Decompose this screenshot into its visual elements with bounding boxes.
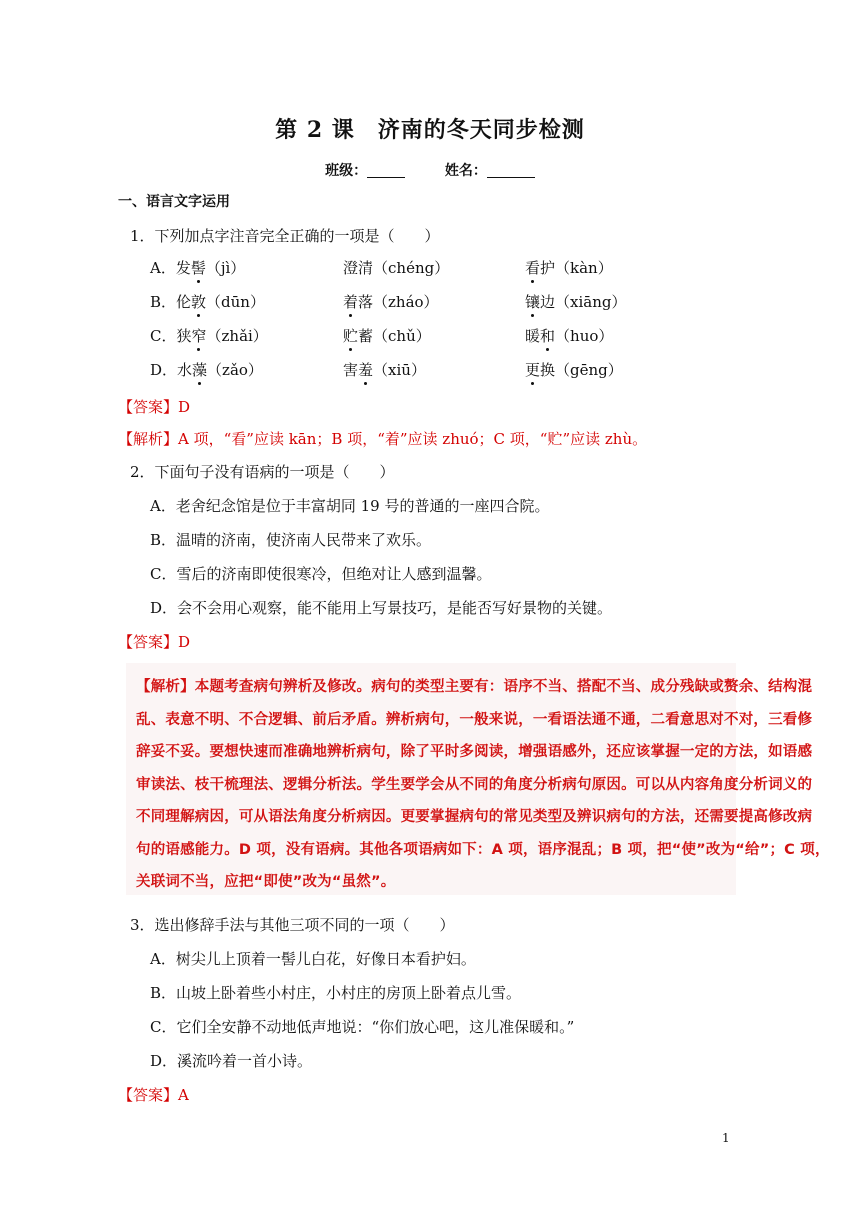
- question-1-option-cell: [150, 359, 263, 380]
- question-1-option-cell: [150, 257, 245, 278]
- question-3-stem: 3．选出修辞手法与其他三项不同的一项（ ）: [130, 916, 455, 934]
- analysis-line: 关联词不当，应把“即使”改为“虽然”。: [136, 874, 396, 890]
- question-1-option-cell: [525, 257, 613, 278]
- option-pinyin: 清（chéng）: [358, 259, 450, 277]
- question-2-option-c: C．雪后的济南即使很寒冷，但绝对让人感到温馨。: [150, 565, 492, 583]
- option-pinyin: 护（kàn）: [540, 259, 613, 277]
- analysis-line: 审读法、枝干梳理法、逻辑分析法。学生要学会从不同的角度分析病句原因。可以从内容角度分析词义的: [136, 776, 813, 793]
- dotted-character: 贮: [343, 327, 359, 345]
- question-1-option-cell: [525, 359, 623, 380]
- name-label: 姓名：: [444, 163, 487, 179]
- question-3-option-c: C．它们全安静不动地低声地说：“你们放心吧，这儿准保暖和。”: [150, 1018, 575, 1036]
- dotted-character: 镶: [525, 293, 541, 311]
- question-2-option-a: A．老舍纪念馆是位于丰富胡同 19 号的普通的一座四合院。: [150, 497, 550, 515]
- section-heading: 一、语言文字运用: [118, 194, 230, 210]
- question-1-option-cell: [343, 359, 426, 380]
- question-3-option-a: A．树尖儿上顶着一髻儿白花，好像日本看护妇。: [150, 950, 476, 968]
- question-1-option-cell: [343, 257, 449, 278]
- dotted-character: 髻: [190, 259, 206, 277]
- option-pinyin: （jì）: [205, 259, 246, 277]
- option-pinyin: （zǎo）: [207, 361, 263, 379]
- question-3-answer: 【答案】A: [118, 1086, 189, 1104]
- dotted-character: 藻: [192, 361, 208, 379]
- page-title: 第 2 课 济南的冬天同步检测: [275, 117, 585, 143]
- question-1-stem: 1．下列加点字注音完全正确的一项是（ ）: [130, 227, 440, 245]
- option-pinyin: 换（gēng）: [540, 361, 623, 379]
- analysis-line: 乱、表意不明、不合逻辑、前后矛盾。辨析病句，一般来说，一看语法通不通，二看意思对不对，三看修: [136, 711, 813, 728]
- option-text: 暖: [525, 327, 541, 345]
- analysis-line: 辞妥不妥。要想快速而准确地辨析病句，除了平时多阅读，增强语感外，还应该掌握一定的方法，如语感: [136, 744, 813, 760]
- question-1-option-cell: [343, 325, 431, 346]
- question-2-stem: 2．下面句子没有语病的一项是（ ）: [130, 463, 395, 481]
- dotted-character: 和: [540, 327, 556, 345]
- dotted-character: 着: [343, 293, 359, 311]
- question-3-option-b: B．山坡上卧着些小村庄，小村庄的房顶上卧着点儿雪。: [150, 984, 522, 1002]
- option-pinyin: （xiū）: [373, 361, 426, 379]
- question-3-option-d: D．溪流吟着一首小诗。: [150, 1052, 313, 1070]
- question-1-answer: 【答案】D: [118, 398, 191, 416]
- option-pinyin: 边（xiāng）: [540, 293, 627, 311]
- question-2-option-b: B．温晴的济南，使济南人民带来了欢乐。: [150, 531, 432, 549]
- class-label: 班级：: [325, 163, 368, 179]
- question-1-option-cell: [150, 325, 268, 346]
- analysis-line: 【解析】本题考查病句辨析及修改。病句的类型主要有：语序不当、搭配不当、成分残缺或赘余、结构混: [136, 679, 813, 695]
- option-text: 澄: [343, 259, 359, 277]
- option-text: C．狭: [150, 327, 192, 345]
- class-name-line: [0, 160, 860, 180]
- question-1-option-cell: [150, 291, 265, 312]
- question-1-option-cell: [525, 291, 626, 312]
- question-2-answer: 【答案】D: [118, 633, 191, 651]
- dotted-character: 更: [525, 361, 541, 379]
- option-pinyin: （huo）: [555, 327, 614, 345]
- dotted-character: 敦: [191, 293, 207, 311]
- question-1-option-cell: [525, 325, 613, 346]
- dotted-character: 窄: [191, 327, 207, 345]
- option-pinyin: （zhǎi）: [206, 327, 268, 345]
- option-pinyin: 蓄（chǔ）: [358, 327, 431, 345]
- name-blank: [487, 163, 535, 178]
- question-2-option-d: D．会不会用心观察，能不能用上写景技巧，是能否写好景物的关键。: [150, 599, 613, 617]
- option-text: D．水: [150, 361, 193, 379]
- option-pinyin: （dūn）: [206, 293, 265, 311]
- class-blank: [367, 163, 405, 178]
- option-text: B．伦: [150, 293, 192, 311]
- page-number: 1: [722, 1131, 730, 1145]
- dotted-character: 看: [525, 259, 541, 277]
- option-text: 害: [343, 361, 359, 379]
- question-1-analysis: 【解析】A 项，“看”应读 kān；B 项，“着”应读 zhuó；C 项，“贮”应读 zhù。: [118, 430, 648, 448]
- question-2-analysis-image: [126, 663, 830, 895]
- question-1-option-cell: [343, 291, 439, 312]
- dotted-character: 羞: [358, 361, 374, 379]
- analysis-line: 句的语感能力。D 项，没有语病。其他各项语病如下：A 项，语序混乱；B 项，把“使”改为“给”；C 项，: [136, 841, 830, 858]
- option-text: A．发: [150, 259, 191, 277]
- option-pinyin: 落（zháo）: [358, 293, 439, 311]
- analysis-line: 不同理解病因，可从语法角度分析病因。更要掌握病句的常见类型及辨识病句的方法，还需要提高修改病: [136, 809, 813, 825]
